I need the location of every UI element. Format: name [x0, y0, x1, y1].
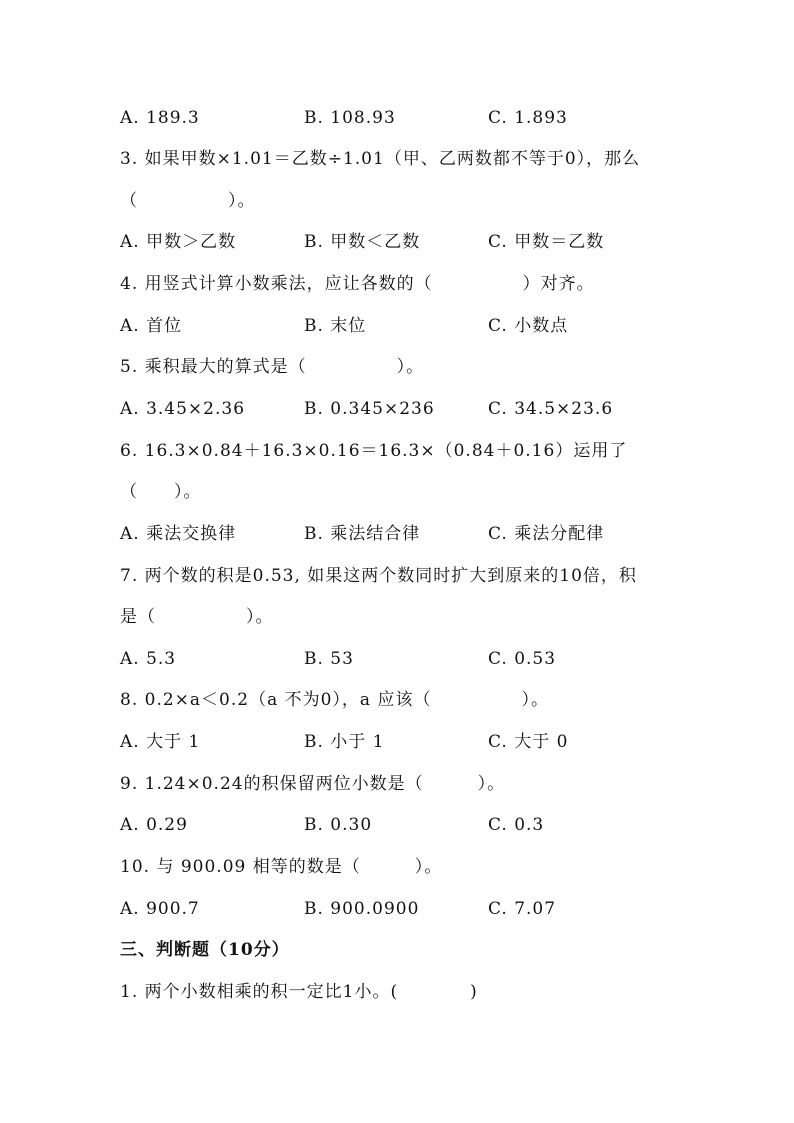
question-7-blank: 是（ ）。 — [120, 607, 274, 627]
question-4-text: 4. 用竖式计算小数乘法，应让各数的（ ）对齐。 — [120, 274, 595, 294]
option-b: B. 0.345×236 — [304, 399, 435, 419]
options-row-q10 — [120, 897, 680, 921]
option-b: B. 乘法结合律 — [304, 524, 421, 544]
option-a: A. 3.45×2.36 — [120, 399, 246, 419]
question-10-text: 10. 与 900.09 相等的数是（ ）。 — [120, 857, 443, 877]
options-row-q9 — [120, 813, 680, 837]
options-row-q2 — [120, 106, 680, 130]
option-b: B. 900.0900 — [304, 899, 420, 919]
option-b: B. 甲数＜乙数 — [304, 232, 421, 252]
option-a: A. 900.7 — [120, 899, 200, 919]
option-c: C. 0.53 — [488, 649, 557, 669]
option-a: A. 0.29 — [120, 815, 188, 835]
question-5-text: 5. 乘积最大的算式是（ ）。 — [120, 357, 425, 377]
option-c: C. 34.5×23.6 — [488, 399, 614, 419]
question-8-text: 8. 0.2×a＜0.2（a 不为0），a 应该（ ）。 — [120, 690, 549, 710]
question-7-text: 7. 两个数的积是0.53, 如果这两个数同时扩大到原来的10倍，积 — [120, 566, 637, 586]
judgement-question-1: 1. 两个小数相乘的积一定比1小。( ) — [120, 982, 478, 1002]
option-a: A. 甲数＞乙数 — [120, 232, 237, 252]
option-a: A. 大于 1 — [120, 732, 201, 752]
option-b: B. 53 — [304, 649, 354, 669]
options-row-q5 — [120, 397, 680, 421]
option-c: C. 7.07 — [488, 899, 557, 919]
question-3-blank: （ ）。 — [120, 191, 256, 211]
options-row-q6 — [120, 522, 680, 546]
option-c: C. 小数点 — [488, 316, 569, 336]
option-c: C. 1.893 — [488, 108, 568, 128]
question-6-text: 6. 16.3×0.84＋16.3×0.16＝16.3×（0.84＋0.16）运用了 — [120, 441, 628, 461]
option-c: C. 大于 0 — [488, 732, 569, 752]
option-b: B. 0.30 — [304, 815, 373, 835]
section-heading-judgement: 三、判断题（10分） — [120, 940, 290, 960]
options-row-q7 — [120, 647, 680, 671]
question-9-text: 9. 1.24×0.24的积保留两位小数是（ ）。 — [120, 774, 506, 794]
option-c: C. 乘法分配律 — [488, 524, 605, 544]
option-a: A. 首位 — [120, 316, 183, 336]
options-row-q4 — [120, 314, 680, 338]
option-c: C. 甲数＝乙数 — [488, 232, 605, 252]
option-b: B. 108.93 — [304, 108, 396, 128]
option-a: A. 5.3 — [120, 649, 177, 669]
option-b: B. 小于 1 — [304, 732, 385, 752]
options-row-q8 — [120, 730, 680, 754]
option-a: A. 乘法交换律 — [120, 524, 237, 544]
question-6-blank: （ ）。 — [120, 482, 202, 502]
options-row-q3 — [120, 230, 680, 254]
option-b: B. 末位 — [304, 316, 367, 336]
question-3-text: 3. 如果甲数×1.01＝乙数÷1.01（甲、乙两数都不等于0），那么 — [120, 149, 641, 169]
option-c: C. 0.3 — [488, 815, 545, 835]
option-a: A. 189.3 — [120, 108, 200, 128]
